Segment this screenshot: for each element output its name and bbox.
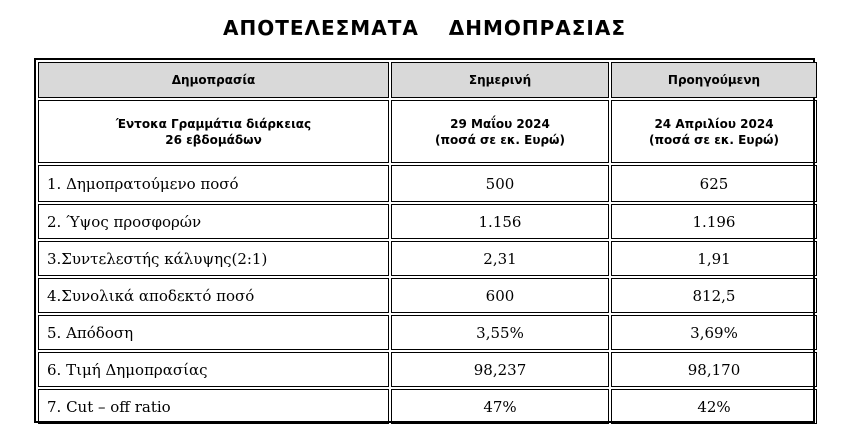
- auction-results-table: [34, 58, 815, 423]
- row-label: 7. Cut – off ratio: [38, 389, 389, 424]
- row-label: 2. Ύψος προσφορών: [38, 204, 389, 239]
- row-previous-value: 1.196: [611, 204, 817, 239]
- row-current-value: 98,237: [391, 352, 609, 387]
- row-previous-value: 1,91: [611, 241, 817, 276]
- row-previous-value: 625: [611, 165, 817, 202]
- header-previous: Προηγούμενη: [611, 62, 817, 98]
- row-label: 6. Τιμή Δημοπρασίας: [38, 352, 389, 387]
- row-previous-value: 98,170: [611, 352, 817, 387]
- row-previous-value: 42%: [611, 389, 817, 424]
- header-current: Σημερινή: [391, 62, 609, 98]
- previous-date: 24 Απριλίου 2024: [654, 116, 774, 131]
- row-current-value: 1.156: [391, 204, 609, 239]
- header-auction: Δημοπρασία: [38, 62, 389, 98]
- row-label: 1. Δημοπρατούμενο ποσό: [38, 165, 389, 202]
- previous-auction-date: [611, 100, 817, 163]
- row-label: 3.Συντελεστής κάλυψης(2:1): [38, 241, 389, 276]
- row-previous-value: 812,5: [611, 278, 817, 313]
- row-current-value: 500: [391, 165, 609, 202]
- row-label: 5. Απόδοση: [38, 315, 389, 350]
- current-unit: (ποσά σε εκ. Ευρώ): [435, 132, 565, 147]
- row-label: 4.Συνολικά αποδεκτό ποσό: [38, 278, 389, 313]
- instrument-line-1: Έντοκα Γραμμάτια διάρκειας: [115, 116, 312, 131]
- current-date: 29 Μαΐου 2024: [450, 116, 550, 131]
- row-current-value: 2,31: [391, 241, 609, 276]
- row-current-value: 3,55%: [391, 315, 609, 350]
- instrument-description: [38, 100, 389, 163]
- current-auction-date: [391, 100, 609, 163]
- previous-unit: (ποσά σε εκ. Ευρώ): [649, 132, 779, 147]
- instrument-line-2: 26 εβδομάδων: [165, 132, 262, 147]
- row-previous-value: 3,69%: [611, 315, 817, 350]
- page-title: ΑΠΟΤΕΛΕΣΜΑΤΑ ΔΗΜΟΠΡΑΣΙΑΣ: [222, 16, 627, 40]
- row-current-value: 600: [391, 278, 609, 313]
- row-current-value: 47%: [391, 389, 609, 424]
